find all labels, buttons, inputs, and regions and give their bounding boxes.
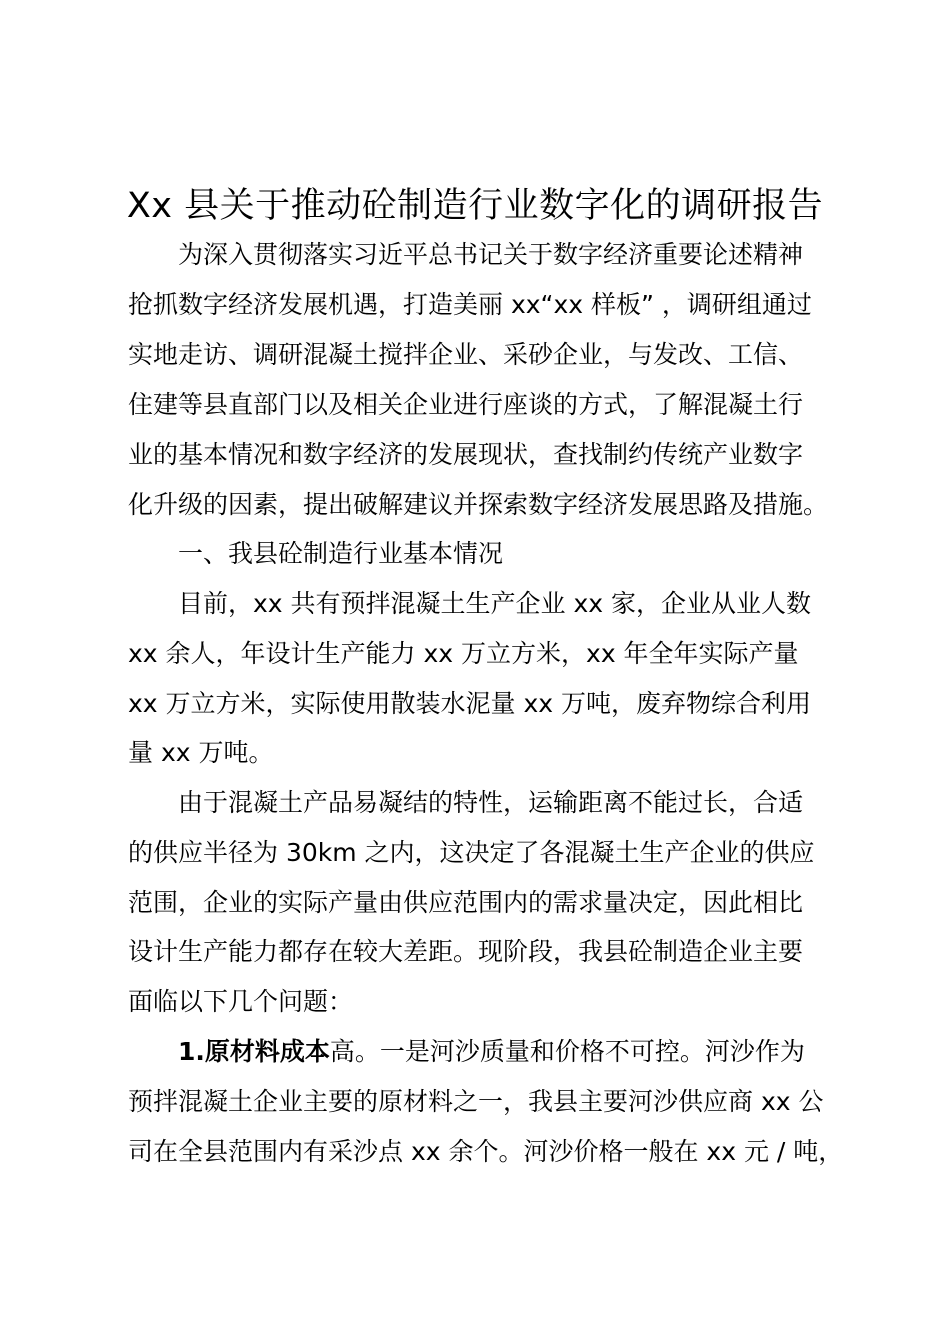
paragraph-line: 面临以下几个问题： [128, 987, 354, 1016]
paragraph-line: 预拌混凝土企业主要的原材料之一，我县主要河沙供应商 xx 公 [128, 1087, 824, 1116]
paragraph-line [178, 1027, 805, 1077]
paragraph-line: 实地走访、调研混凝土搅拌企业、采砂企业，与发改、工信、 [128, 340, 804, 369]
paragraph-line: 目前，xx 共有预拌混凝土生产企业 xx 家，企业从业人数 [178, 589, 812, 618]
paragraph-line: 住建等县直部门以及相关企业进行座谈的方式，了解混凝土行 [128, 390, 804, 419]
paragraph-line: 业的基本情况和数字经济的发展现状，查找制约传统产业数字 [128, 440, 804, 469]
paragraph-text: 高。一是河沙质量和价格不可控。河沙作为 [329, 1037, 805, 1066]
paragraph-line: 由于混凝土产品易凝结的特性，运输距离不能过长，合适 [178, 788, 804, 817]
paragraph-line: 化升级的因素，提出破解建议并探索数字经济发展思路及措施。 [128, 490, 829, 519]
paragraph-line: 设计生产能力都存在较大差距。现阶段，我县砼制造企业主要 [128, 937, 804, 966]
paragraph-line: 抢抓数字经济发展机遇，打造美丽 xx“xx 样板” ，调研组通过 [128, 290, 812, 319]
paragraph-line: 司在全县范围内有采沙点 xx 余个。河沙价格一般在 xx 元 / 吨， [128, 1137, 844, 1166]
paragraph-line: 量 xx 万吨。 [128, 738, 274, 767]
paragraph-line: 的供应半径为 30km 之内，这决定了各混凝土生产企业的供应 [128, 838, 815, 867]
paragraph-line: xx 万立方米，实际使用散装水泥量 xx 万吨，废弃物综合利用 [128, 689, 812, 718]
paragraph-line: 为深入贯彻落实习近平总书记关于数字经济重要论述精神 [178, 240, 804, 269]
section-heading: 一、我县砼制造行业基本情况 [178, 539, 504, 568]
problem-heading: 1.原材料成本 [178, 1037, 330, 1066]
paragraph-line: 范围，企业的实际产量由供应范围内的需求量决定，因此相比 [128, 888, 804, 917]
page-title: Xx 县关于推动砼制造行业数字化的调研报告 [126, 186, 824, 226]
paragraph-line: xx 余人，年设计生产能力 xx 万立方米，xx 年全年实际产量 [128, 639, 799, 668]
